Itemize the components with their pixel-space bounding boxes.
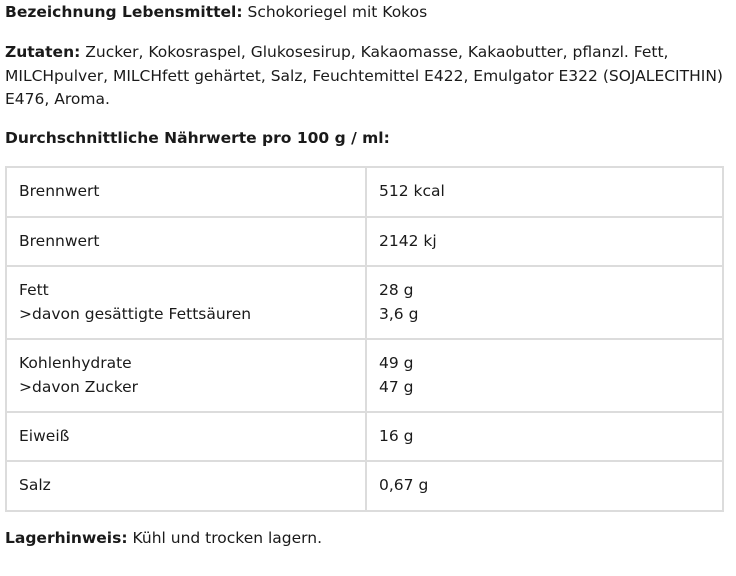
storage-line [5,527,322,551]
nutrient-value [366,217,723,266]
nutrient-sub-label: >davon Zucker [19,377,139,396]
table-row [6,167,723,217]
nutrient-amount: 512 kcal [379,182,445,201]
table-row [6,217,723,266]
nutrient-label: Kohlenhydrate [19,354,132,372]
product-name-value: Schokoriegel mit Kokos [247,3,428,21]
nutrient-amount: 0,67 g [379,476,429,495]
nutrient-amount: 2142 kj [379,231,437,250]
nutrient-label: Brennwert [19,182,100,201]
nutrient-name [6,412,366,461]
table-row [6,461,723,511]
nutrient-value [366,412,723,461]
ingredients-text: Zucker, Kokosraspel, Glukosesirup, Kakaomasse, Kakaobutter, pflanzl. Fett, MILCHpulver, MILCHfett gehärtet, Salz, Feuchtemittel E422, Emulgator E322 (SOJALECITHIN) E476, Aroma. [5,43,723,108]
product-name-label: Bezeichnung Lebensmittel: [5,3,243,21]
nutrient-value [366,167,723,217]
nutrient-name [6,167,366,217]
nutrient-value [366,461,723,511]
table-row [6,266,723,339]
nutrient-amount: 16 g [379,426,414,445]
nutrient-amount: 49 g [379,354,414,372]
nutrition-heading: Durchschnittliche Nährwerte pro 100 g / ml: [5,129,390,147]
nutrient-value [366,266,723,339]
nutrient-label: Fett [19,281,49,299]
nutrient-sub-label: >davon gesättigte Fettsäuren [19,304,252,323]
nutrient-name [6,461,366,511]
nutrient-sub-amount: 3,6 g [379,304,419,323]
product-name-line [5,1,427,25]
nutrient-sub-amount: 47 g [379,377,414,396]
nutrient-name [6,217,366,266]
nutrient-name [6,266,366,339]
nutrition-table [5,166,724,512]
nutrient-label: Brennwert [19,231,100,250]
nutrient-label: Eiweiß [19,426,70,445]
nutrient-amount: 28 g [379,281,414,299]
table-row [6,339,723,412]
nutrient-value [366,339,723,412]
nutrient-name [6,339,366,412]
storage-label: Lagerhinweis: [5,529,128,547]
ingredients-label: Zutaten: [5,43,81,61]
nutrient-label: Salz [19,476,51,495]
ingredients-paragraph [5,41,727,112]
table-row [6,412,723,461]
storage-text: Kühl und trocken lagern. [132,529,323,547]
